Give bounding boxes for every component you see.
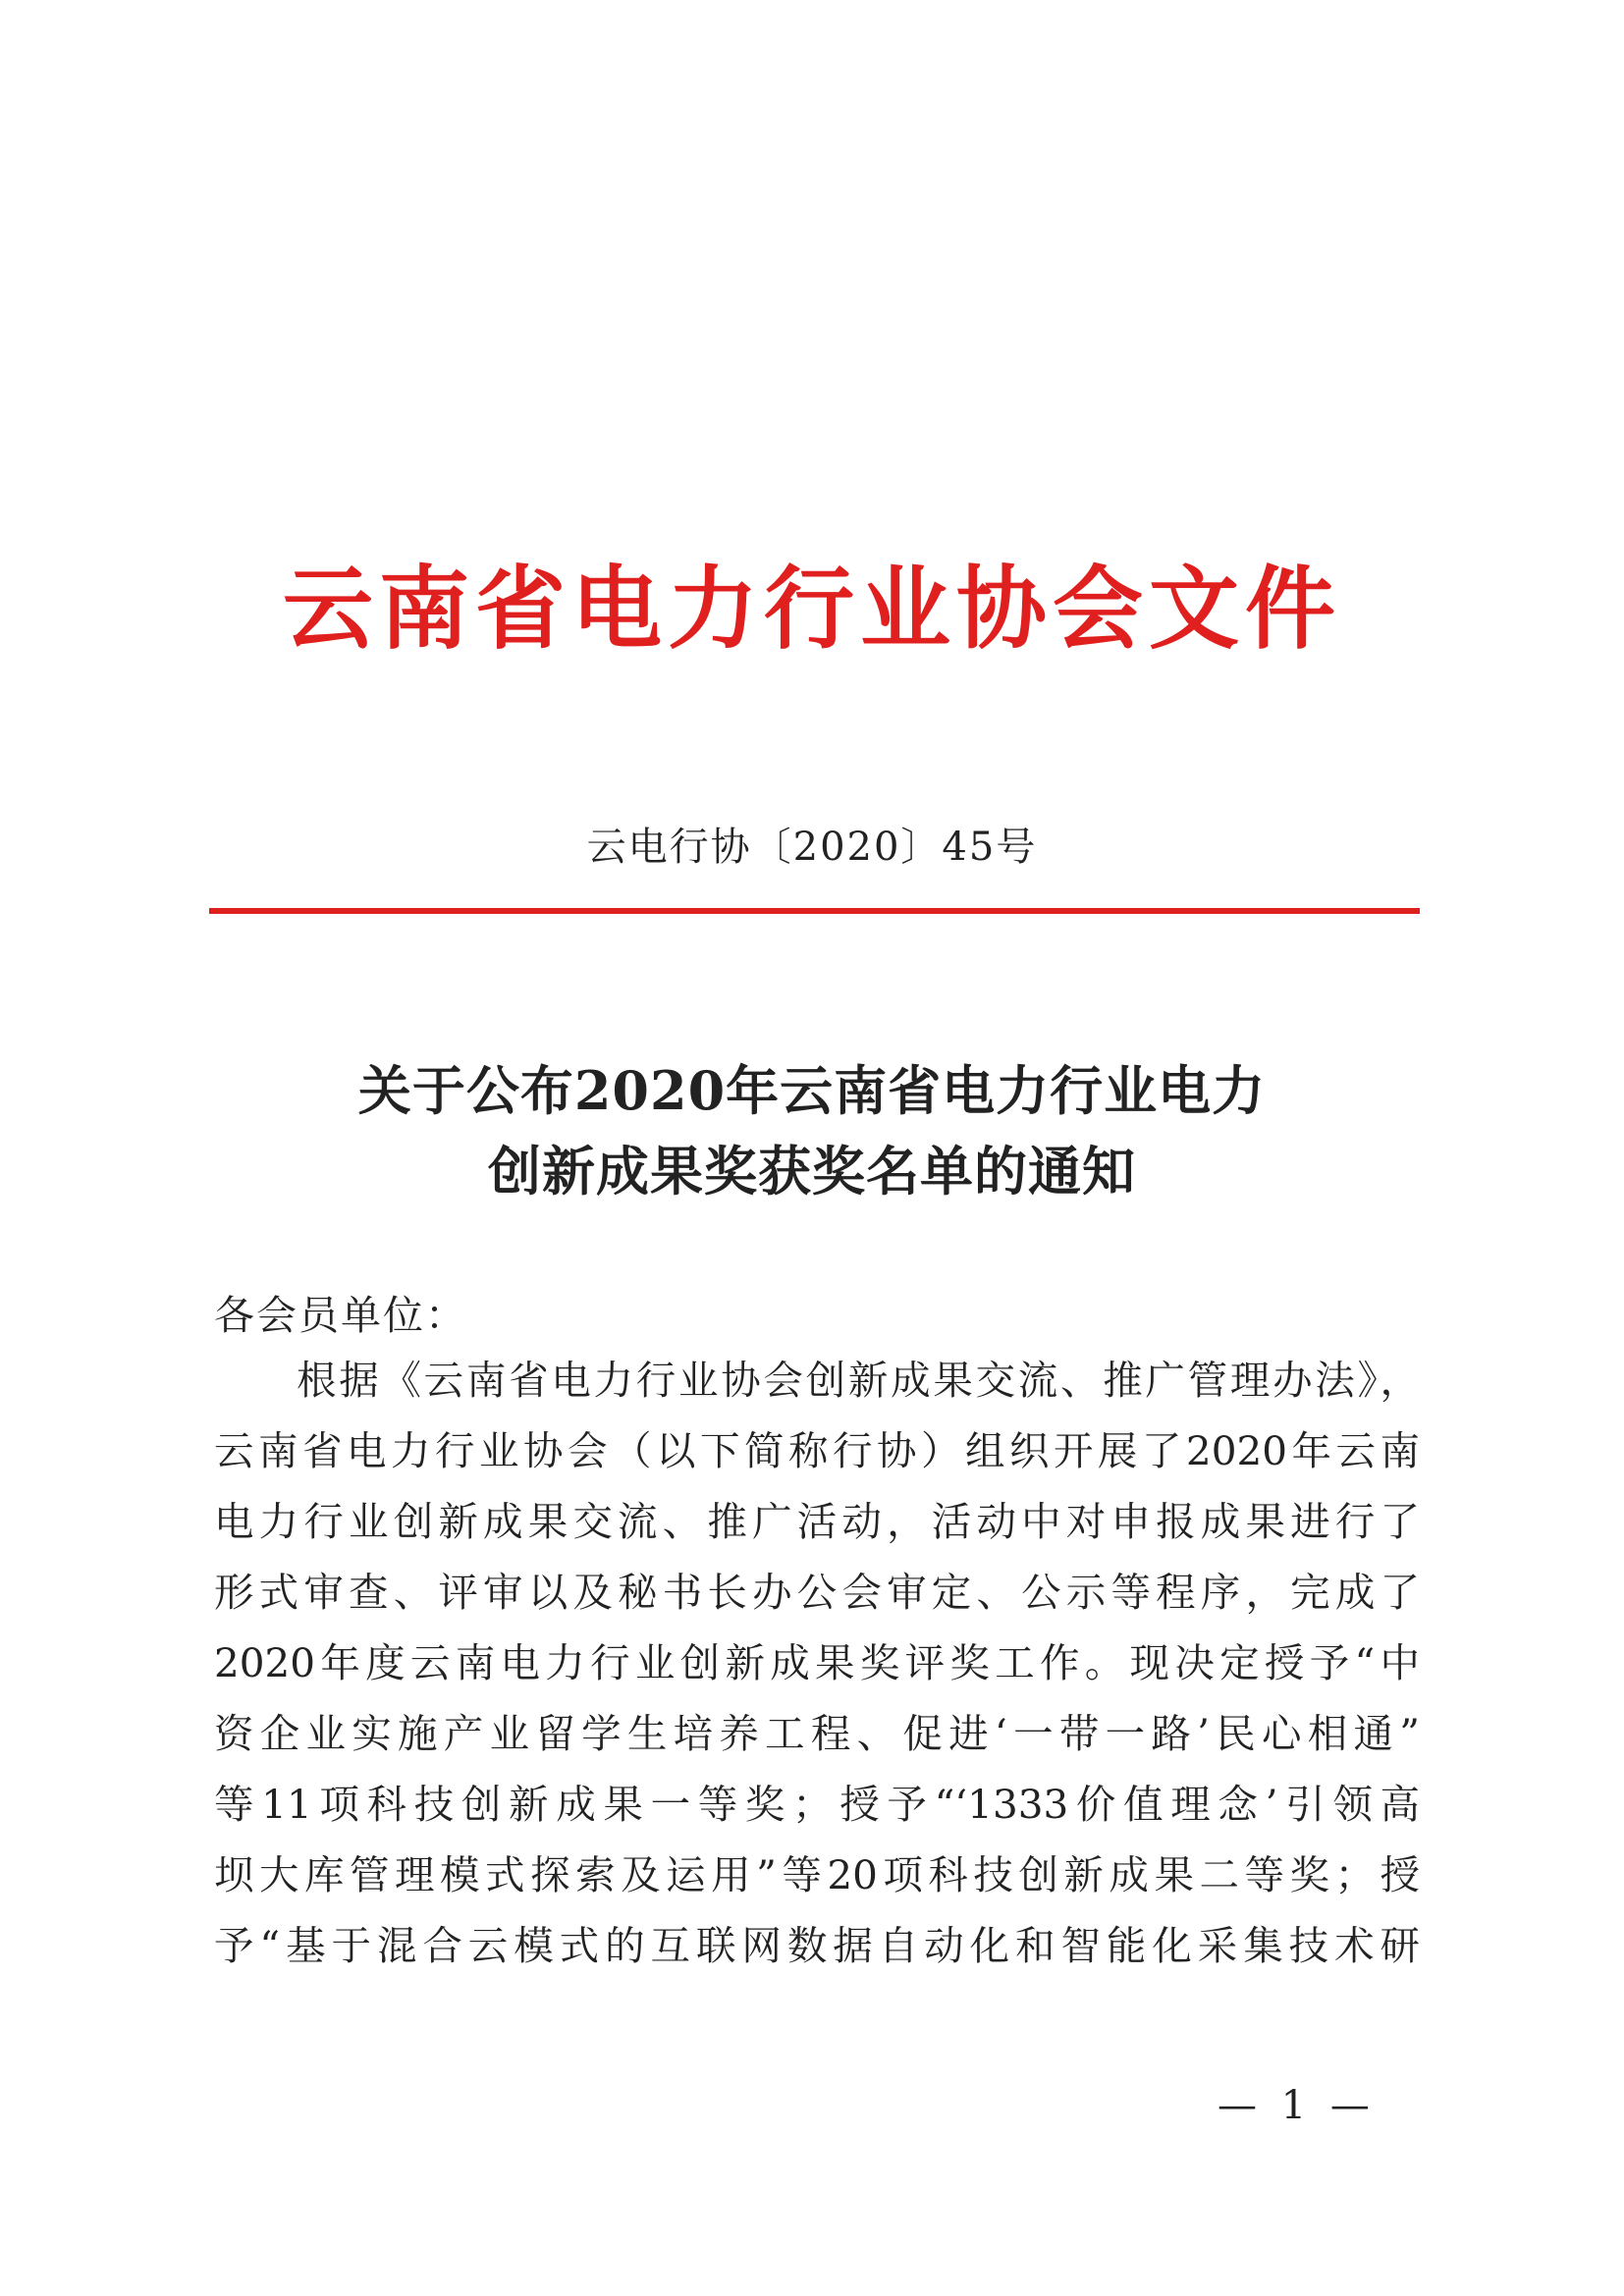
body-line: 予“基于混合云模式的互联网数据自动化和智能化采集技术研 [214, 1922, 1420, 1969]
salutation: 各会员单位： [214, 1292, 467, 1339]
header-red-rule [209, 908, 1420, 914]
body-line: 根据《云南省电力行业协会创新成果交流、推广管理办法》， [297, 1357, 1420, 1404]
document-header-title: 云南省电力行业协会文件 [282, 556, 1341, 662]
body-line: 坝大库管理模式探索及运用”等20项科技创新成果二等奖；授 [214, 1851, 1420, 1898]
document-number: 云电行协〔2020〕45号 [586, 825, 1038, 870]
body-line: 资企业实施产业留学生培养工程、促进‘一带一路’民心相通” [214, 1710, 1420, 1757]
page-number: — 1 — [1218, 2083, 1376, 2128]
notice-title [0, 1050, 1624, 1211]
body-line: 等11项科技创新成果一等奖；授予“‘1333价值理念’引领高 [214, 1781, 1420, 1828]
notice-title-line-2: 创新成果奖获奖名单的通知 [488, 1140, 1136, 1202]
body-line: 2020年度云南电力行业创新成果奖评奖工作。现决定授予“中 [214, 1639, 1420, 1686]
body-line: 云南省电力行业协会（以下简称行协）组织开展了2020年云南 [214, 1427, 1420, 1474]
notice-title-line-1: 关于公布2020年云南省电力行业电力 [357, 1059, 1267, 1122]
body-paragraph [214, 1345, 1420, 1981]
body-line: 电力行业创新成果交流、推广活动，活动中对申报成果进行了 [214, 1498, 1420, 1545]
body-line: 形式审查、评审以及秘书长办公会审定、公示等程序，完成了 [214, 1569, 1420, 1616]
